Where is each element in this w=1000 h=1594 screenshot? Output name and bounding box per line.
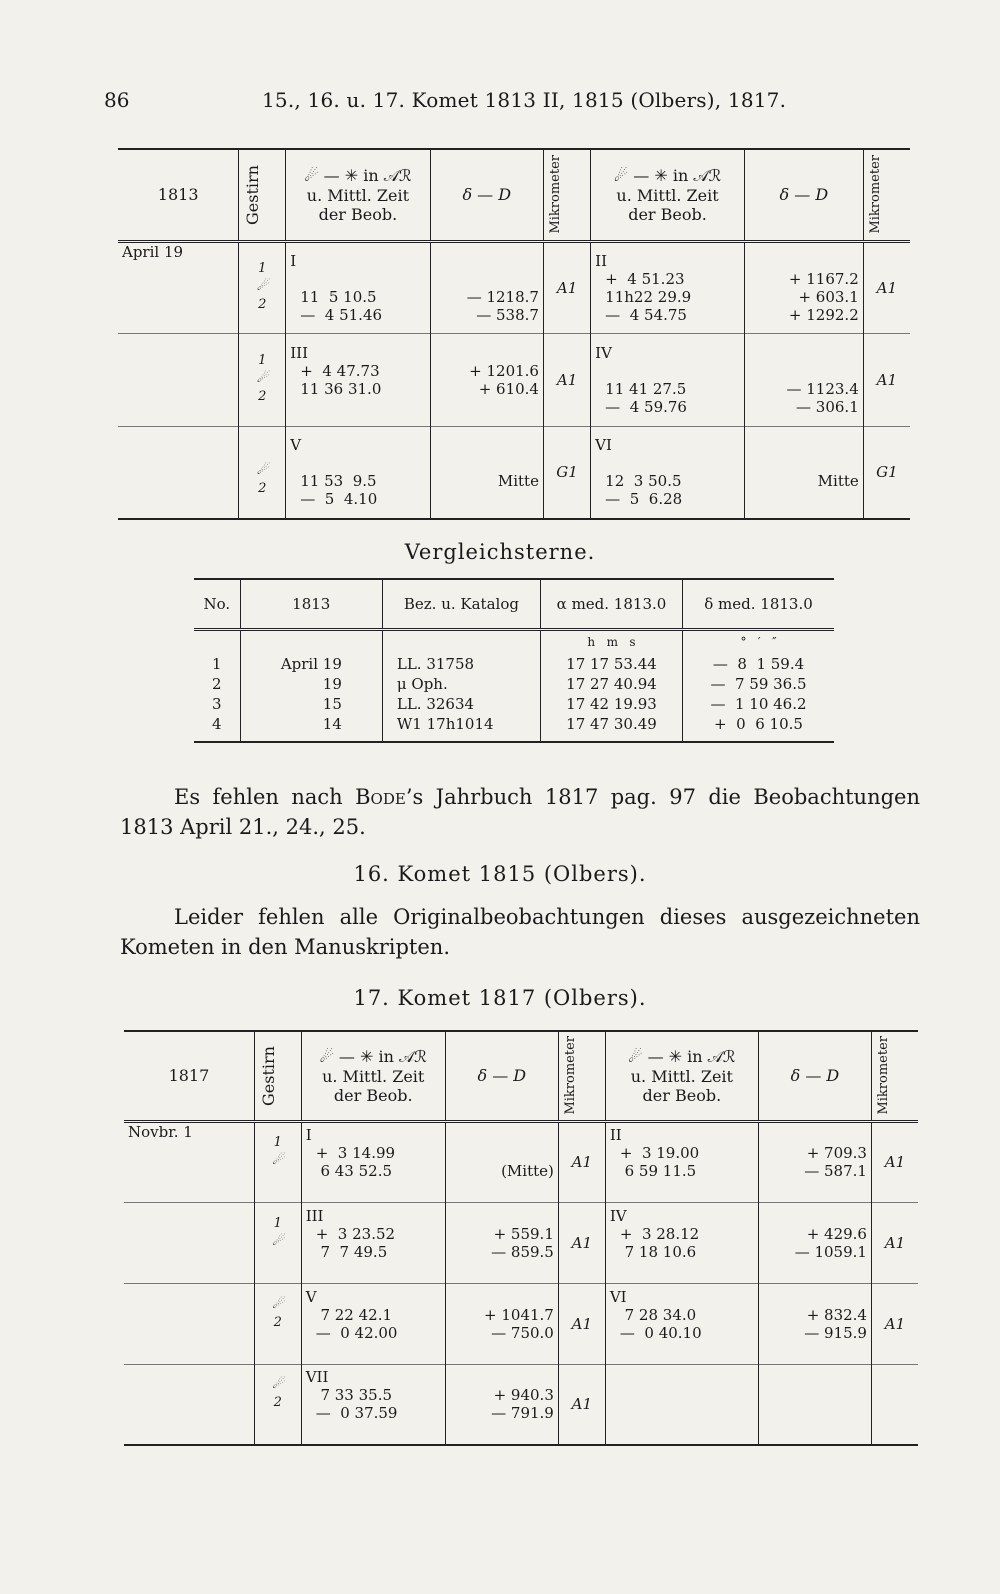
- delta-cell-right-line-1: Mitte: [817, 472, 859, 491]
- time-line: + 4 47.73: [300, 361, 380, 380]
- header-gestirn-1817-label: Gestirn: [258, 1045, 278, 1106]
- table-cell: 4: [212, 714, 222, 733]
- units-cell: [240, 630, 382, 654]
- block-label: II: [609, 1126, 622, 1144]
- time-line: + 3 28.12: [619, 1224, 700, 1243]
- time-line: 7 28 34.0: [619, 1305, 697, 1324]
- time-line: + 3 14.99: [315, 1144, 396, 1162]
- observation-date: April 19: [122, 242, 184, 261]
- time-cell-right: [605, 1283, 758, 1364]
- mikrometer-cell-left: [543, 426, 590, 519]
- note-text-1: Es fehlen nach: [174, 785, 356, 809]
- table-cell: 1: [212, 654, 222, 673]
- date-cell: [118, 241, 239, 334]
- time-cell-right: [591, 334, 745, 427]
- gestirn-cell-line-2: [259, 1252, 297, 1270]
- header-time2-line1: ☄ — ✳ in 𝒜ℛ: [613, 165, 722, 185]
- header-time-1817-line3: der Beob.: [333, 1085, 413, 1105]
- cmp-header-delta: δ med. 1813.0: [683, 579, 835, 630]
- time-line: 6 59 11.5: [619, 1162, 697, 1180]
- header-gestirn-1817: [254, 1031, 301, 1121]
- delta-cell-left-line-2: [435, 490, 539, 508]
- time-line: — 0 37.59: [315, 1404, 398, 1423]
- units-cell: [194, 630, 240, 654]
- time-cell-left: [301, 1283, 445, 1364]
- header-year-1817: 1817: [124, 1031, 254, 1121]
- running-title: 15., 16. u. 17. Komet 1813 II, 1815 (Olbers), 1817.: [262, 88, 787, 112]
- delta-cell-right-line-2: — 306.1: [796, 397, 859, 416]
- header-gestirn: [239, 149, 286, 241]
- date-cell: [124, 1202, 254, 1283]
- time-line: 11 41 27.5: [605, 379, 687, 398]
- units-cell: h m s: [540, 630, 682, 654]
- observation-date: Novbr. 1: [128, 1122, 193, 1141]
- delta-cell-left-line-1: + 610.4: [478, 379, 539, 398]
- delta-cell-left: [430, 334, 543, 427]
- time-line: — 4 51.46: [300, 305, 383, 324]
- section-title-16: 16. Komet 1815 (Olbers).: [353, 862, 647, 886]
- block-label: VI: [609, 1287, 627, 1306]
- observation-block: [124, 1202, 918, 1283]
- spacer-cell: [540, 734, 682, 742]
- time-line: 11 5 10.5: [300, 287, 377, 306]
- header-mikrometer-2: [863, 149, 910, 241]
- delta-cell-left-line-2: [450, 1342, 554, 1360]
- gestirn-cell: [239, 334, 286, 427]
- delta-cell-left: [430, 426, 543, 519]
- mikrometer-value: A1: [571, 1153, 593, 1171]
- delta-cell-left: [445, 1283, 558, 1364]
- header-time-1817-line2: u. Mittl. Zeit: [322, 1066, 425, 1086]
- table-cell: — 7 59 36.5: [683, 674, 835, 694]
- header-time: [286, 149, 430, 241]
- table-cell: 3: [212, 694, 222, 713]
- mikrometer-value: A1: [556, 370, 578, 389]
- mikrometer-cell-right: [871, 1283, 918, 1364]
- mikrometer-cell-right: [863, 426, 910, 519]
- delta-cell-right-line-1: [763, 1404, 867, 1422]
- mikrometer-value: A1: [884, 1233, 906, 1252]
- header-mikrometer2-label: Mikrometer: [867, 155, 883, 235]
- time-line: 7 33 35.5: [315, 1386, 393, 1405]
- delta-cell-left-line-0: + 1201.6: [469, 361, 539, 380]
- header-time-1817-2: [605, 1031, 758, 1121]
- comparison-stars-table: [194, 578, 834, 743]
- header-time2-line3: der Beob.: [628, 204, 707, 224]
- observation-block: [124, 1364, 918, 1445]
- header-mikrometer-label: Mikrometer: [547, 155, 563, 235]
- mikrometer-value: G1: [556, 463, 578, 482]
- time-cell-right: [605, 1364, 758, 1445]
- table-cell: — 8 1 59.4: [683, 654, 835, 674]
- mikrometer-cell-left: [558, 1283, 605, 1364]
- table-cell: 14: [240, 714, 382, 734]
- delta-cell-left-line-1: (Mitte): [501, 1162, 554, 1180]
- time-cell-right: [591, 241, 745, 334]
- time-line: — 0 40.10: [619, 1323, 702, 1342]
- table-cell: — 1 10 46.2: [683, 694, 835, 714]
- table-cell: 17 47 30.49: [540, 714, 682, 734]
- delta-cell-left: [445, 1121, 558, 1202]
- header-time-line3: der Beob.: [318, 204, 398, 224]
- gestirn-cell-line-2: [259, 1333, 297, 1351]
- delta-cell-right-line-2: [763, 1422, 867, 1440]
- gestirn-cell-line-2: 2: [258, 296, 267, 312]
- observations-table-1813: [118, 148, 910, 520]
- header-mikrometer-1817: [558, 1031, 605, 1121]
- gestirn-cell-line-2: [259, 1413, 297, 1431]
- time-cell-right: [605, 1202, 758, 1283]
- time-line: — 4 54.75: [605, 305, 687, 324]
- gestirn-cell-line-1: ☄: [256, 370, 269, 386]
- mikrometer-cell-right: [871, 1364, 918, 1445]
- delta-cell-left-line-2: — 538.7: [476, 305, 539, 324]
- gestirn-cell-line-1: 2: [273, 1314, 282, 1330]
- units-cell: [382, 630, 540, 654]
- header-time-1817-2-line2: u. Mittl. Zeit: [630, 1066, 733, 1086]
- time-line: — 4 59.76: [605, 397, 687, 416]
- gestirn-cell: [239, 241, 286, 334]
- time-line: [595, 454, 740, 472]
- gestirn-cell-line-1: ☄: [271, 1233, 284, 1249]
- mikrometer-value: A1: [571, 1233, 593, 1252]
- time-line: + 3 23.52: [315, 1224, 396, 1243]
- time-line: 11 36 31.0: [300, 379, 382, 398]
- time-line: [290, 398, 425, 416]
- cmp-header-no: No.: [194, 579, 240, 630]
- header-mikrometer-1817-2-label: Mikrometer: [875, 1036, 891, 1116]
- observation-block: [118, 334, 910, 427]
- delta-cell-left-line-1: Mitte: [497, 472, 539, 491]
- delta-cell-left-line-0: [435, 270, 539, 288]
- block-label: VII: [305, 1368, 329, 1387]
- gestirn-cell: [254, 1121, 301, 1202]
- time-cell-right: [591, 426, 745, 519]
- section-title-17: 17. Komet 1817 (Olbers).: [353, 986, 647, 1010]
- table-cell: 2: [212, 674, 222, 693]
- delta-cell-left-line-1: — 859.5: [491, 1242, 554, 1261]
- time-line: [610, 1180, 754, 1198]
- note-text-2: ’s Jahrbuch 1817 pag. 97 die Beobachtungen 1813 April 21., 24., 25.: [120, 785, 920, 839]
- delta-cell-left: [445, 1202, 558, 1283]
- delta-cell-right-line-0: [749, 454, 859, 472]
- delta-cell-right-line-1: — 915.9: [804, 1323, 867, 1342]
- table-cell: 17 17 53.44: [540, 654, 682, 674]
- delta-cell-right-line-1: + 603.1: [798, 287, 859, 306]
- gestirn-cell-line-0: 1: [258, 352, 267, 368]
- units-cell: ° ′ ″: [683, 630, 835, 654]
- observation-block: [124, 1121, 918, 1202]
- delta-cell-right-line-2: [749, 490, 859, 508]
- cmp-header-catalog: Bez. u. Katalog: [382, 579, 540, 630]
- date-cell: [118, 426, 239, 519]
- header-mikrometer-1817-label: Mikrometer: [562, 1036, 578, 1116]
- mikrometer-cell-left: [558, 1121, 605, 1202]
- block-label: I: [305, 1126, 312, 1144]
- table-cell: 19: [240, 674, 382, 694]
- delta-cell-left-line-0: + 1041.7: [484, 1305, 554, 1324]
- delta-cell-left-line-1: — 1218.7: [466, 287, 539, 306]
- time-line: 7 18 10.6: [619, 1242, 697, 1261]
- header-gestirn-label: Gestirn: [243, 164, 263, 225]
- gestirn-cell-line-0: [243, 445, 281, 463]
- delta-cell-left-line-0: [435, 454, 539, 472]
- gestirn-cell-line-2: 2: [258, 388, 267, 404]
- delta-cell-left-line-0: [450, 1144, 554, 1162]
- mikrometer-value: A1: [876, 278, 898, 297]
- cmp-header-date: 1813: [240, 579, 382, 630]
- date-cell: [118, 334, 239, 427]
- header-time2-line2: u. Mittl. Zeit: [616, 185, 719, 205]
- table-cell: LL. 31758: [382, 654, 540, 674]
- delta-cell-right-line-2: + 1292.2: [788, 305, 859, 324]
- section-title-vergleichsterne: Vergleichsterne.: [404, 540, 596, 564]
- header-time-1817: [301, 1031, 445, 1121]
- time-cell-left: [286, 426, 430, 519]
- delta-cell-right: [744, 334, 863, 427]
- units-row: [194, 630, 834, 654]
- gestirn-cell-line-2: [259, 1171, 297, 1189]
- comparison-stars-body: [194, 630, 834, 742]
- header-time-1817-2-line3: der Beob.: [642, 1085, 722, 1105]
- spacer-cell: [194, 734, 240, 742]
- table-cell: 17 27 40.94: [540, 674, 682, 694]
- table-cell: μ Oph.: [382, 674, 540, 694]
- block-label: IV: [595, 343, 612, 362]
- delta-cell-left: [445, 1364, 558, 1445]
- spacer-cell: [240, 734, 382, 742]
- note-author: Bode: [355, 785, 406, 809]
- time-line: [290, 270, 425, 288]
- table-cell: 15: [240, 694, 382, 714]
- time-line: — 0 42.00: [315, 1323, 398, 1342]
- block-label: III: [290, 343, 309, 362]
- spacer-row: [194, 734, 834, 742]
- time-line: [306, 1261, 441, 1279]
- delta-cell-right-line-0: + 832.4: [806, 1305, 867, 1324]
- header-year: 1813: [118, 149, 239, 241]
- gestirn-cell: [254, 1202, 301, 1283]
- delta-cell-right: [758, 1121, 871, 1202]
- mikrometer-value: A1: [556, 278, 578, 297]
- time-line: [610, 1413, 754, 1431]
- delta-cell-left-line-2: [450, 1422, 554, 1440]
- gestirn-cell-line-1: ☄: [256, 278, 269, 294]
- time-cell-left: [301, 1364, 445, 1445]
- delta-cell-right-line-2: [763, 1180, 867, 1198]
- mikrometer-value: A1: [884, 1153, 906, 1171]
- delta-cell-right: [744, 426, 863, 519]
- time-cell-left: [286, 334, 430, 427]
- delta-cell-left-line-0: + 559.1: [493, 1224, 554, 1243]
- delta-cell-right: [744, 241, 863, 334]
- block-label: III: [305, 1206, 324, 1225]
- table-cell: 17 42 19.93: [540, 694, 682, 714]
- delta-cell-left-line-1: — 750.0: [491, 1323, 554, 1342]
- delta-cell-right: [758, 1202, 871, 1283]
- delta-cell-left-line-2: [450, 1180, 554, 1198]
- mikrometer-cell-right: [871, 1202, 918, 1283]
- time-line: [595, 362, 740, 380]
- table-row: [194, 674, 834, 694]
- delta-cell-right-line-0: [763, 1386, 867, 1404]
- gestirn-cell-line-2: 2: [258, 481, 267, 497]
- spacer-cell: [382, 734, 540, 742]
- header-mikrometer-1817-2: [871, 1031, 918, 1121]
- delta-cell-right-line-0: [749, 362, 859, 380]
- delta-cell-left-line-0: + 940.3: [493, 1386, 554, 1405]
- header-mikrometer: [543, 149, 590, 241]
- table-row: [194, 654, 834, 674]
- time-cell-left: [301, 1202, 445, 1283]
- observation-block: [124, 1283, 918, 1364]
- time-line: [290, 454, 425, 472]
- delta-cell-left-line-2: [450, 1261, 554, 1279]
- table-body-1813: [118, 241, 910, 519]
- mikrometer-value: A1: [884, 1314, 906, 1333]
- page-number: 86: [104, 88, 130, 112]
- date-cell: [124, 1121, 254, 1202]
- delta-cell-right-line-1: — 1123.4: [786, 379, 859, 398]
- time-line: [610, 1395, 754, 1413]
- mikrometer-cell-right: [871, 1121, 918, 1202]
- block-label: II: [595, 251, 608, 270]
- block-label: IV: [609, 1206, 627, 1225]
- observations-table-1817: [124, 1030, 918, 1446]
- delta-cell-right-line-1: — 1059.1: [794, 1242, 867, 1261]
- delta-cell-right-line-2: [763, 1342, 867, 1360]
- time-line: — 5 6.28: [605, 490, 683, 509]
- delta-cell-right-line-1: — 587.1: [804, 1162, 867, 1180]
- delta-cell-right-line-2: [763, 1261, 867, 1279]
- delta-cell-right-line-0: + 709.3: [806, 1144, 867, 1162]
- gestirn-cell-line-0: ☄: [271, 1377, 284, 1393]
- time-cell-left: [301, 1121, 445, 1202]
- spacer-cell: [683, 734, 835, 742]
- gestirn-cell-line-0: ☄: [271, 1296, 284, 1312]
- time-line: 12 3 50.5: [605, 472, 682, 491]
- gestirn-cell-line-1: 2: [273, 1395, 282, 1411]
- date-cell: [124, 1364, 254, 1445]
- mikrometer-cell-right: [863, 334, 910, 427]
- table-row: [194, 714, 834, 734]
- date-cell: [124, 1283, 254, 1364]
- time-line: 11h22 29.9: [605, 287, 692, 306]
- delta-cell-left-line-2: [435, 398, 539, 416]
- time-line: [610, 1261, 754, 1279]
- mikrometer-cell-right: [863, 241, 910, 334]
- paragraph-leider: Leider fehlen alle Originalbeobachtungen dieses ausgezeichneten Kometen in den Manuskripten.: [120, 905, 920, 959]
- table-cell: W1 17h1014: [382, 714, 540, 734]
- header-delta-2: δ — D: [744, 149, 863, 241]
- gestirn-cell-line-0: 1: [258, 260, 267, 276]
- mikrometer-cell-left: [543, 334, 590, 427]
- time-line: [306, 1342, 441, 1360]
- time-line: [306, 1422, 441, 1440]
- time-line: 7 22 42.1: [315, 1305, 393, 1324]
- delta-cell-right: [758, 1364, 871, 1445]
- table-cell: April 19: [240, 654, 382, 674]
- header-time-line1: ☄ — ✳ in 𝒜ℛ: [304, 165, 412, 185]
- delta-cell-right: [758, 1283, 871, 1364]
- note-paragraph: [120, 782, 920, 842]
- time-line: 11 53 9.5: [300, 472, 377, 491]
- header-delta-1817: δ — D: [445, 1031, 558, 1121]
- table-row: [194, 694, 834, 714]
- observation-block: [118, 241, 910, 334]
- delta-cell-right-line-0: + 1167.2: [788, 269, 859, 288]
- table-cell: + 0 6 10.5: [683, 714, 835, 734]
- block-label: I: [290, 251, 297, 270]
- mikrometer-value: A1: [876, 370, 898, 389]
- gestirn-cell-line-1: ☄: [256, 463, 269, 479]
- time-cell-right: [605, 1121, 758, 1202]
- header-delta-1817-2: δ — D: [758, 1031, 871, 1121]
- block-label: V: [290, 436, 302, 455]
- time-line: — 5 4.10: [300, 490, 378, 509]
- delta-cell-left-line-1: — 791.9: [491, 1404, 554, 1423]
- mikrometer-cell-left: [543, 241, 590, 334]
- header-time-2: [591, 149, 745, 241]
- gestirn-cell: [254, 1283, 301, 1364]
- time-line: 7 7 49.5: [315, 1242, 388, 1261]
- delta-cell-left: [430, 241, 543, 334]
- mikrometer-cell-left: [558, 1364, 605, 1445]
- header-delta: δ — D: [430, 149, 543, 241]
- time-line: [306, 1180, 441, 1198]
- gestirn-cell: [254, 1364, 301, 1445]
- header-time-1817-line1: ☄ — ✳ in 𝒜ℛ: [319, 1046, 427, 1066]
- gestirn-cell-line-0: 1: [273, 1135, 282, 1150]
- mikrometer-value: A1: [571, 1314, 593, 1333]
- header-time-1817-2-line1: ☄ — ✳ in 𝒜ℛ: [628, 1046, 736, 1066]
- block-label: VI: [595, 436, 612, 455]
- header-time-line2: u. Mittl. Zeit: [306, 185, 410, 205]
- time-line: 6 43 52.5: [315, 1162, 393, 1180]
- mikrometer-cell-left: [558, 1202, 605, 1283]
- table-cell: LL. 32634: [382, 694, 540, 714]
- block-label: V: [305, 1287, 317, 1306]
- delta-cell-right-line-0: + 429.6: [806, 1224, 867, 1243]
- gestirn-cell-line-1: ☄: [271, 1153, 284, 1168]
- cmp-header-alpha: α med. 1813.0: [540, 579, 682, 630]
- mikrometer-value: G1: [876, 463, 898, 482]
- observation-block: [118, 426, 910, 519]
- gestirn-cell-line-0: 1: [273, 1215, 282, 1231]
- time-line: + 3 19.00: [619, 1144, 700, 1162]
- time-line: [610, 1377, 754, 1395]
- gestirn-cell: [239, 426, 286, 519]
- time-cell-left: [286, 241, 430, 334]
- time-line: + 4 51.23: [605, 269, 685, 288]
- mikrometer-value: A1: [571, 1395, 593, 1414]
- table-body-1817: [124, 1121, 918, 1445]
- time-line: [610, 1342, 754, 1360]
